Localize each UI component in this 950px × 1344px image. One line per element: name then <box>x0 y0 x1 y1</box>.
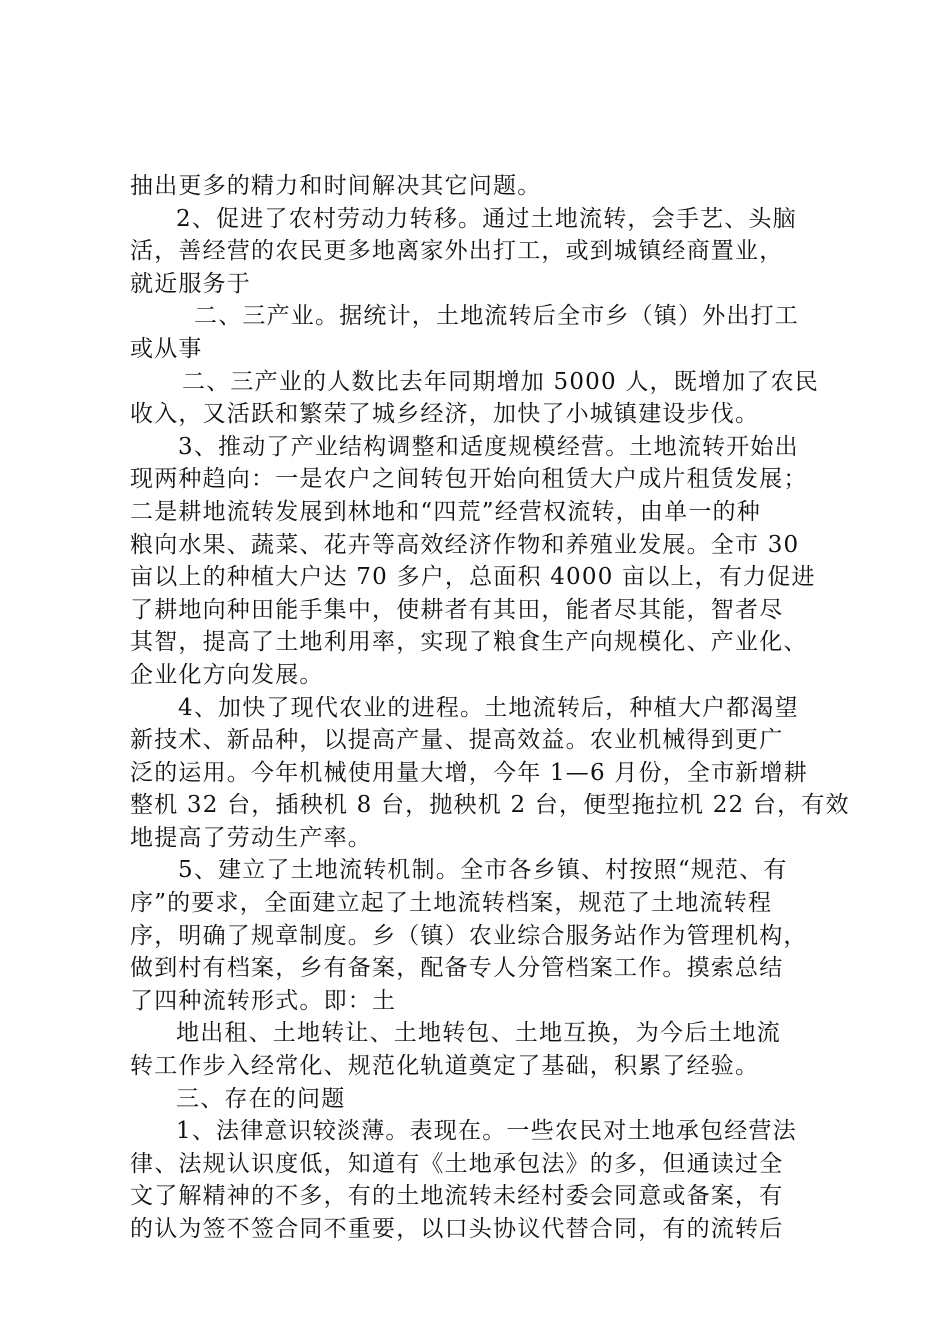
section-heading: 三、存在的问题 <box>176 1085 346 1112</box>
text-line: 做到村有档案，乡有备案，配备专人分管档案工作。摸索总结 <box>130 955 784 982</box>
text-line: 的认为签不签合同不重要，以口头协议代替合同，有的流转后 <box>130 1216 784 1242</box>
text-line: 地提高了劳动生产率。 <box>130 824 372 851</box>
text-line: 5、建立了土地流转机制。全市各乡镇、村按照“规范、有 <box>178 857 788 884</box>
text-line: 二是耕地流转发展到林地和“四荒”经营权流转，由单一的种 <box>130 498 761 525</box>
text-line: 转工作步入经常化、规范化轨道奠定了基础，积累了经验。 <box>130 1053 760 1080</box>
text-line: 收入，又活跃和繁荣了城乡经济，加快了小城镇建设步伐。 <box>130 401 760 428</box>
text-line: 亩以上的种植大户达 70 多户，总面积 4000 亩以上，有力促进 <box>130 564 816 591</box>
text-line: 新技术、新品种，以提高产量、提高效益。农业机械得到更广 <box>130 727 784 754</box>
text-line: 3、推动了产业结构调整和适度规模经营。土地流转开始出 <box>178 433 799 460</box>
text-line: 了耕地向种田能手集中，使耕者有其田，能者尽其能，智者尽 <box>130 596 784 623</box>
text-line: 抽出更多的精力和时间解决其它问题。 <box>130 173 542 199</box>
text-line: 地出租、土地转让、土地转包、土地互换，为今后土地流 <box>176 1020 781 1047</box>
text-line: 泛的运用。今年机械使用量大增，今年 1—6 月份，全市新增耕 <box>130 759 808 786</box>
text-line: 律、法规认识度低，知道有《土地承包法》的多，但通读过全 <box>130 1150 784 1177</box>
text-line: 了四种流转形式。即：土 <box>130 987 397 1014</box>
text-line: 就近服务于 <box>130 270 251 297</box>
text-line: 二、三产业的人数比去年同期增加 5000 人，既增加了农民 <box>182 368 819 395</box>
text-line: 活，善经营的农民更多地离家外出打工，或到城镇经商置业， <box>130 238 784 265</box>
text-line: 其智，提高了土地利用率，实现了粮食生产向规模化、产业化、 <box>130 629 808 656</box>
document-body <box>130 170 850 1246</box>
text-line: 4、加快了现代农业的进程。土地流转后，种植大户都渴望 <box>178 694 799 721</box>
text-line: 粮向水果、蔬菜、花卉等高效经济作物和养殖业发展。全市 30 <box>130 531 800 558</box>
text-line: 序”的要求，全面建立起了土地流转档案，规范了土地流转程 <box>130 890 773 917</box>
text-line: 1、法律意识较淡薄。表现在。一些农民对土地承包经营法 <box>176 1118 797 1145</box>
text-line: 企业化方向发展。 <box>130 661 324 688</box>
text-line: 2、促进了农村劳动力转移。通过土地流转，会手艺、头脑 <box>176 205 797 232</box>
text-line: 二、三产业。据统计，土地流转后全市乡（镇）外出打工 <box>194 303 799 330</box>
text-line: 整机 32 台，插秧机 8 台，抛秧机 2 台，便型拖拉机 22 台，有效 <box>130 792 850 819</box>
text-line: 序，明确了规章制度。乡（镇）农业综合服务站作为管理机构， <box>130 922 808 949</box>
text-line: 文了解精神的不多，有的土地流转未经村委会同意或备案，有 <box>130 1183 784 1210</box>
text-line: 或从事 <box>130 335 203 362</box>
text-line: 现两种趋向：一是农户之间转包开始向租赁大户成片租赁发展； <box>130 466 808 493</box>
